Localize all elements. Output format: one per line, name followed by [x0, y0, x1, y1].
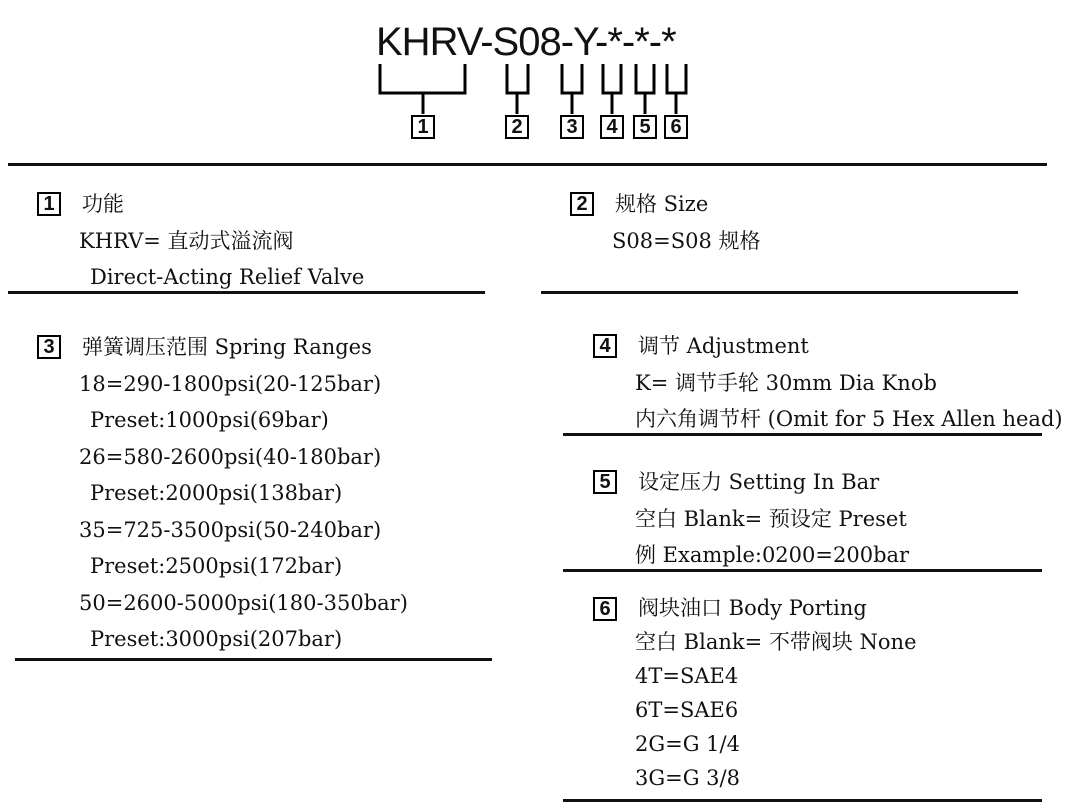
section-line: Preset:1000psi(69bar) — [90, 408, 329, 432]
section-divider — [8, 291, 485, 294]
bracket-3 — [562, 64, 582, 114]
section-title: 阀块油口 Body Porting — [638, 596, 867, 620]
section-line: Direct-Acting Relief Valve — [90, 265, 365, 289]
section-header — [593, 328, 1063, 365]
section-line: 3G=G 3/8 — [635, 766, 740, 790]
section-adjustment — [593, 328, 1063, 438]
section-line: Preset:2500psi(172bar) — [90, 554, 343, 578]
section-line: 例 Example:0200=200bar — [635, 543, 910, 567]
section-divider — [563, 569, 1042, 572]
section-header — [37, 186, 364, 223]
header-divider — [8, 163, 1047, 166]
section-line: 2G=G 1/4 — [635, 732, 740, 756]
callout-number-2: 2 — [505, 115, 529, 139]
section-title: 调节 Adjustment — [638, 334, 809, 358]
section-setting — [593, 464, 909, 574]
section-number: 1 — [37, 192, 61, 216]
callout-number-6: 6 — [664, 115, 688, 139]
section-line: 18=290-1800psi(20-125bar) — [79, 371, 382, 396]
section-line: 26=580-2600psi(40-180bar) — [79, 444, 382, 469]
bracket-5 — [636, 64, 654, 114]
model-code: KHRV-S08-Y-*-*-* — [376, 20, 676, 64]
section-line: 空白 Blank= 不带阀块 None — [635, 630, 917, 654]
section-divider — [541, 291, 1018, 294]
section-line: 6T=SAE6 — [635, 698, 739, 722]
section-header — [593, 464, 909, 501]
callout-number-1: 1 — [411, 115, 435, 139]
section-line: 内六角调节杆 (Omit for 5 Hex Allen head) — [635, 407, 1063, 431]
code-bracket-lines — [0, 0, 1066, 170]
section-function — [37, 186, 364, 296]
section-title: 弹簧调压范围 Spring Ranges — [82, 335, 372, 359]
section-line: S08=S08 规格 — [612, 228, 761, 253]
section-size — [570, 186, 761, 259]
section-number: 2 — [570, 192, 594, 216]
bracket-6 — [667, 64, 686, 114]
section-title: 规格 Size — [615, 192, 709, 216]
callout-number-3: 3 — [560, 115, 584, 139]
section-number: 4 — [593, 334, 617, 358]
section-line: 4T=SAE4 — [635, 664, 739, 688]
section-line: Preset:3000psi(207bar) — [90, 627, 343, 651]
section-header — [593, 591, 917, 625]
section-title: 功能 — [82, 192, 124, 216]
section-divider — [563, 433, 1042, 436]
section-divider — [15, 658, 492, 661]
section-line: 35=725-3500psi(50-240bar) — [79, 517, 382, 542]
section-divider — [563, 799, 1042, 802]
section-line: Preset:2000psi(138bar) — [90, 481, 343, 505]
section-number: 5 — [593, 470, 617, 494]
section-spring-ranges — [37, 329, 408, 658]
bracket-1 — [380, 64, 465, 114]
section-title: 设定压力 Setting In Bar — [638, 470, 880, 494]
section-number: 6 — [593, 597, 617, 621]
bracket-2 — [507, 64, 528, 114]
callout-number-5: 5 — [633, 115, 657, 139]
section-number: 3 — [37, 335, 61, 359]
section-body-porting — [593, 591, 917, 795]
section-header — [37, 329, 408, 366]
section-line: 50=2600-5000psi(180-350bar) — [79, 590, 408, 615]
section-line: K= 调节手轮 30mm Dia Knob — [635, 370, 937, 395]
section-header — [570, 186, 761, 223]
section-line: 空白 Blank= 预设定 Preset — [635, 506, 907, 531]
callout-number-4: 4 — [600, 115, 624, 139]
section-line: KHRV= 直动式溢流阀 — [79, 228, 294, 253]
bracket-4 — [603, 64, 621, 114]
